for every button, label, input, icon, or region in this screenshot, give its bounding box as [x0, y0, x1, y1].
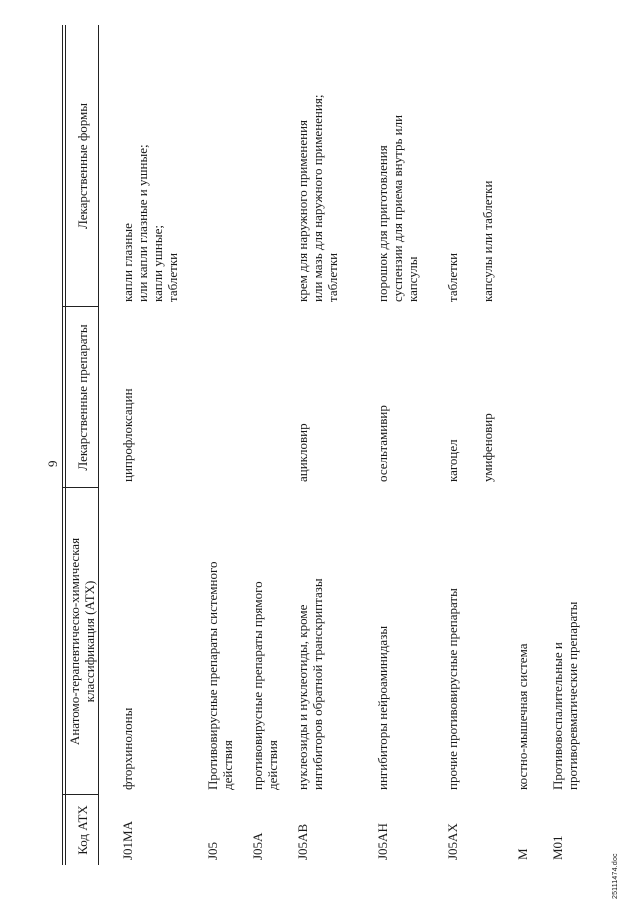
cell-drug	[445, 312, 460, 482]
cell-classification	[250, 495, 280, 790]
header-drugs-text: Лекарственные препараты	[75, 324, 90, 471]
cell-forms	[375, 27, 420, 302]
cell-forms	[120, 27, 180, 302]
cell-code: J05A	[250, 832, 265, 860]
forms-line: суспензии для приема внутрь или	[390, 114, 405, 302]
header-drugs	[75, 307, 90, 488]
classification-line: Противовоспалительные и	[550, 642, 565, 790]
cell-classification	[205, 495, 235, 790]
classification-line: костно-мышечная система	[515, 643, 530, 790]
header-code-text: Код АТХ	[75, 805, 90, 855]
cell-code: J05AB	[295, 823, 310, 860]
classification-line: противовирусные препараты прямого	[250, 581, 265, 790]
cell-code: M	[515, 848, 530, 860]
forms-line: или мазь для наружного применения;	[310, 94, 325, 302]
cell-drug	[480, 312, 495, 482]
cell-classification	[550, 495, 580, 790]
cell-code: J01MA	[120, 820, 135, 860]
classification-line: нуклеозиды и нуклеотиды, кроме	[295, 604, 310, 790]
cell-drug	[375, 312, 390, 482]
cell-classification	[295, 495, 325, 790]
page-number: 9	[45, 460, 60, 467]
cell-forms	[445, 27, 460, 302]
forms-line: порошок для приготовления	[375, 145, 390, 302]
cell-code: J05AH	[375, 823, 390, 860]
cell-classification	[120, 495, 135, 790]
forms-line: таблетки	[165, 252, 180, 302]
forms-line: или капли глазные и ушные;	[135, 144, 150, 302]
classification-line: противоревматические препараты	[565, 601, 580, 790]
forms-line: таблетки	[325, 252, 340, 302]
header-classification	[67, 488, 97, 795]
classification-line: действия	[265, 740, 280, 790]
classification-line: прочие противовирусные препараты	[445, 588, 460, 790]
classification-line: фторхинолоны	[120, 707, 135, 790]
forms-line: таблетки	[445, 252, 460, 302]
cell-classification	[375, 495, 390, 790]
cell-forms	[295, 27, 340, 302]
classification-line: ингибиторы нейроаминидазы	[375, 625, 390, 790]
header-classification-line: классификация (АТХ)	[82, 580, 97, 703]
drug-line: ацикловир	[295, 423, 310, 482]
cell-code: J05	[205, 841, 220, 860]
forms-line: крем для наружного применения	[295, 119, 310, 302]
classification-line: ингибиторов обратной транскриптазы	[310, 578, 325, 790]
cell-code: M01	[550, 835, 565, 860]
drug-line: кагоцел	[445, 439, 460, 482]
table-top-rule-inner	[65, 25, 66, 865]
forms-line: капли ушные;	[150, 225, 165, 302]
document-id: 25111474.doc	[612, 853, 619, 899]
cell-drug	[120, 312, 135, 482]
forms-line: капсулы или таблетки	[480, 180, 495, 302]
forms-line: капли глазные	[120, 223, 135, 302]
drug-line: умифеновир	[480, 413, 495, 482]
cell-forms	[480, 27, 495, 302]
cell-code: J05AX	[445, 823, 460, 860]
header-forms	[75, 25, 90, 307]
header-classification-line: Анатомо-терапевтическо-химическая	[67, 537, 82, 746]
table-top-rule	[62, 25, 63, 865]
cell-drug	[295, 312, 310, 482]
classification-line: действия	[220, 740, 235, 790]
cell-classification	[445, 495, 460, 790]
cell-classification	[515, 495, 530, 790]
drug-line: осельтамивир	[375, 405, 390, 482]
header-bottom-rule	[98, 25, 99, 865]
forms-line: капсулы	[405, 256, 420, 302]
header-forms-text: Лекарственные формы	[75, 102, 90, 230]
drug-line: ципрофлоксацин	[120, 388, 135, 482]
classification-line: Противовирусные препараты системного	[205, 561, 220, 790]
header-code	[75, 795, 90, 865]
